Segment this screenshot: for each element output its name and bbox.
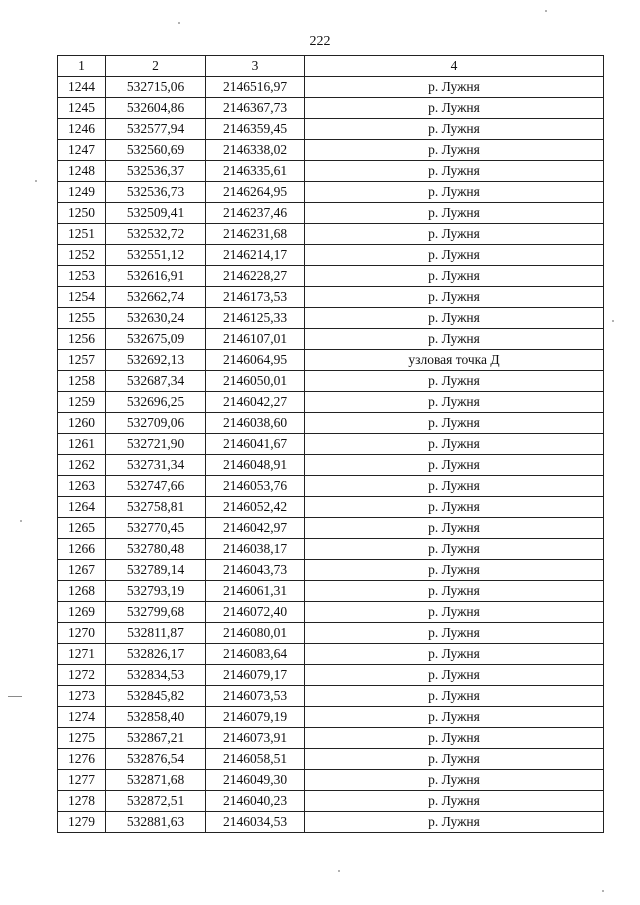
description-cell: р. Лужня [305, 728, 604, 749]
y-coordinate-cell: 2146048,91 [206, 455, 305, 476]
description-cell: р. Лужня [305, 602, 604, 623]
table-row [58, 413, 604, 434]
y-coordinate-cell: 2146231,68 [206, 224, 305, 245]
y-coordinate-cell: 2146041,67 [206, 434, 305, 455]
x-coordinate-cell: 532662,74 [106, 287, 206, 308]
description-cell: р. Лужня [305, 161, 604, 182]
x-coordinate-cell: 532532,72 [106, 224, 206, 245]
point-number-cell: 1268 [58, 581, 106, 602]
x-coordinate-cell: 532793,19 [106, 581, 206, 602]
scan-speck [338, 870, 340, 872]
description-cell: р. Лужня [305, 455, 604, 476]
point-number-cell: 1255 [58, 308, 106, 329]
description-cell: р. Лужня [305, 497, 604, 518]
y-coordinate-cell: 2146049,30 [206, 770, 305, 791]
x-coordinate-cell: 532731,34 [106, 455, 206, 476]
scan-speck [20, 520, 22, 522]
point-number-cell: 1248 [58, 161, 106, 182]
description-cell: р. Лужня [305, 581, 604, 602]
table-row [58, 329, 604, 350]
point-number-cell: 1253 [58, 266, 106, 287]
table-row [58, 98, 604, 119]
table-row [58, 560, 604, 581]
table-row [58, 749, 604, 770]
y-coordinate-cell: 2146079,17 [206, 665, 305, 686]
y-coordinate-cell: 2146367,73 [206, 98, 305, 119]
description-cell: р. Лужня [305, 665, 604, 686]
scan-speck [35, 180, 37, 182]
table-row [58, 350, 604, 371]
x-coordinate-cell: 532604,86 [106, 98, 206, 119]
table-row [58, 686, 604, 707]
y-coordinate-cell: 2146072,40 [206, 602, 305, 623]
table-row [58, 665, 604, 686]
x-coordinate-cell: 532789,14 [106, 560, 206, 581]
y-coordinate-cell: 2146053,76 [206, 476, 305, 497]
y-coordinate-cell: 2146038,17 [206, 539, 305, 560]
table-row [58, 812, 604, 833]
description-cell: р. Лужня [305, 371, 604, 392]
x-coordinate-cell: 532758,81 [106, 497, 206, 518]
y-coordinate-cell: 2146073,53 [206, 686, 305, 707]
table-row [58, 161, 604, 182]
x-coordinate-cell: 532687,34 [106, 371, 206, 392]
point-number-cell: 1263 [58, 476, 106, 497]
description-cell: р. Лужня [305, 623, 604, 644]
y-coordinate-cell: 2146050,01 [206, 371, 305, 392]
table-row [58, 497, 604, 518]
description-cell: узловая точка Д [305, 350, 604, 371]
table-row [58, 644, 604, 665]
y-coordinate-cell: 2146107,01 [206, 329, 305, 350]
table-row [58, 287, 604, 308]
x-coordinate-cell: 532747,66 [106, 476, 206, 497]
table-row [58, 140, 604, 161]
x-coordinate-cell: 532577,94 [106, 119, 206, 140]
point-number-cell: 1257 [58, 350, 106, 371]
y-coordinate-cell: 2146335,61 [206, 161, 305, 182]
x-coordinate-cell: 532715,06 [106, 77, 206, 98]
table-row [58, 434, 604, 455]
y-coordinate-cell: 2146173,53 [206, 287, 305, 308]
y-coordinate-cell: 2146338,02 [206, 140, 305, 161]
x-coordinate-cell: 532826,17 [106, 644, 206, 665]
description-cell: р. Лужня [305, 812, 604, 833]
y-coordinate-cell: 2146083,64 [206, 644, 305, 665]
point-number-cell: 1258 [58, 371, 106, 392]
table-row [58, 539, 604, 560]
coordinates-table [57, 55, 604, 833]
point-number-cell: 1275 [58, 728, 106, 749]
point-number-cell: 1259 [58, 392, 106, 413]
table-row [58, 77, 604, 98]
point-number-cell: 1267 [58, 560, 106, 581]
table-row [58, 371, 604, 392]
point-number-cell: 1245 [58, 98, 106, 119]
description-cell: р. Лужня [305, 224, 604, 245]
x-coordinate-cell: 532811,87 [106, 623, 206, 644]
header-col-4: 4 [305, 56, 604, 77]
y-coordinate-cell: 2146080,01 [206, 623, 305, 644]
table-row [58, 119, 604, 140]
point-number-cell: 1247 [58, 140, 106, 161]
header-col-2: 2 [106, 56, 206, 77]
description-cell: р. Лужня [305, 644, 604, 665]
table-row [58, 455, 604, 476]
x-coordinate-cell: 532560,69 [106, 140, 206, 161]
point-number-cell: 1252 [58, 245, 106, 266]
point-number-cell: 1266 [58, 539, 106, 560]
point-number-cell: 1249 [58, 182, 106, 203]
table-row [58, 308, 604, 329]
y-coordinate-cell: 2146034,53 [206, 812, 305, 833]
description-cell: р. Лужня [305, 287, 604, 308]
table-row [58, 602, 604, 623]
point-number-cell: 1271 [58, 644, 106, 665]
y-coordinate-cell: 2146228,27 [206, 266, 305, 287]
x-coordinate-cell: 532616,91 [106, 266, 206, 287]
description-cell: р. Лужня [305, 77, 604, 98]
table-row [58, 770, 604, 791]
point-number-cell: 1261 [58, 434, 106, 455]
description-cell: р. Лужня [305, 791, 604, 812]
table-row [58, 518, 604, 539]
description-cell: р. Лужня [305, 266, 604, 287]
table-row [58, 707, 604, 728]
y-coordinate-cell: 2146516,97 [206, 77, 305, 98]
x-coordinate-cell: 532536,37 [106, 161, 206, 182]
point-number-cell: 1269 [58, 602, 106, 623]
table-row [58, 245, 604, 266]
table-row [58, 182, 604, 203]
table-row [58, 728, 604, 749]
point-number-cell: 1262 [58, 455, 106, 476]
point-number-cell: 1274 [58, 707, 106, 728]
y-coordinate-cell: 2146061,31 [206, 581, 305, 602]
table-row [58, 791, 604, 812]
x-coordinate-cell: 532675,09 [106, 329, 206, 350]
table-body [58, 77, 604, 833]
point-number-cell: 1270 [58, 623, 106, 644]
point-number-cell: 1279 [58, 812, 106, 833]
y-coordinate-cell: 2146237,46 [206, 203, 305, 224]
table-header-row [58, 56, 604, 77]
table-row [58, 476, 604, 497]
scan-speck [545, 10, 547, 12]
y-coordinate-cell: 2146042,27 [206, 392, 305, 413]
point-number-cell: 1272 [58, 665, 106, 686]
x-coordinate-cell: 532799,68 [106, 602, 206, 623]
table-row [58, 203, 604, 224]
scan-edge-mark [8, 696, 22, 697]
description-cell: р. Лужня [305, 476, 604, 497]
description-cell: р. Лужня [305, 434, 604, 455]
description-cell: р. Лужня [305, 203, 604, 224]
header-col-3: 3 [206, 56, 305, 77]
x-coordinate-cell: 532770,45 [106, 518, 206, 539]
x-coordinate-cell: 532721,90 [106, 434, 206, 455]
description-cell: р. Лужня [305, 539, 604, 560]
point-number-cell: 1260 [58, 413, 106, 434]
y-coordinate-cell: 2146359,45 [206, 119, 305, 140]
description-cell: р. Лужня [305, 392, 604, 413]
point-number-cell: 1273 [58, 686, 106, 707]
y-coordinate-cell: 2146058,51 [206, 749, 305, 770]
header-col-1: 1 [58, 56, 106, 77]
x-coordinate-cell: 532692,13 [106, 350, 206, 371]
point-number-cell: 1276 [58, 749, 106, 770]
description-cell: р. Лужня [305, 308, 604, 329]
description-cell: р. Лужня [305, 119, 604, 140]
table-row [58, 224, 604, 245]
description-cell: р. Лужня [305, 707, 604, 728]
x-coordinate-cell: 532858,40 [106, 707, 206, 728]
y-coordinate-cell: 2146073,91 [206, 728, 305, 749]
y-coordinate-cell: 2146214,17 [206, 245, 305, 266]
x-coordinate-cell: 532630,24 [106, 308, 206, 329]
description-cell: р. Лужня [305, 98, 604, 119]
scan-speck [178, 22, 180, 24]
scan-speck [612, 320, 614, 322]
description-cell: р. Лужня [305, 140, 604, 161]
x-coordinate-cell: 532709,06 [106, 413, 206, 434]
table-row [58, 623, 604, 644]
x-coordinate-cell: 532780,48 [106, 539, 206, 560]
y-coordinate-cell: 2146052,42 [206, 497, 305, 518]
point-number-cell: 1250 [58, 203, 106, 224]
x-coordinate-cell: 532876,54 [106, 749, 206, 770]
point-number-cell: 1254 [58, 287, 106, 308]
description-cell: р. Лужня [305, 182, 604, 203]
x-coordinate-cell: 532551,12 [106, 245, 206, 266]
point-number-cell: 1256 [58, 329, 106, 350]
y-coordinate-cell: 2146038,60 [206, 413, 305, 434]
description-cell: р. Лужня [305, 245, 604, 266]
x-coordinate-cell: 532845,82 [106, 686, 206, 707]
y-coordinate-cell: 2146042,97 [206, 518, 305, 539]
point-number-cell: 1264 [58, 497, 106, 518]
description-cell: р. Лужня [305, 518, 604, 539]
x-coordinate-cell: 532696,25 [106, 392, 206, 413]
point-number-cell: 1278 [58, 791, 106, 812]
y-coordinate-cell: 2146043,73 [206, 560, 305, 581]
page-number: 222 [309, 34, 331, 49]
point-number-cell: 1265 [58, 518, 106, 539]
x-coordinate-cell: 532871,68 [106, 770, 206, 791]
x-coordinate-cell: 532872,51 [106, 791, 206, 812]
point-number-cell: 1277 [58, 770, 106, 791]
x-coordinate-cell: 532834,53 [106, 665, 206, 686]
y-coordinate-cell: 2146264,95 [206, 182, 305, 203]
point-number-cell: 1246 [58, 119, 106, 140]
point-number-cell: 1251 [58, 224, 106, 245]
table-row [58, 392, 604, 413]
x-coordinate-cell: 532536,73 [106, 182, 206, 203]
y-coordinate-cell: 2146125,33 [206, 308, 305, 329]
description-cell: р. Лужня [305, 686, 604, 707]
y-coordinate-cell: 2146064,95 [206, 350, 305, 371]
x-coordinate-cell: 532867,21 [106, 728, 206, 749]
description-cell: р. Лужня [305, 770, 604, 791]
description-cell: р. Лужня [305, 329, 604, 350]
table-row [58, 581, 604, 602]
description-cell: р. Лужня [305, 560, 604, 581]
y-coordinate-cell: 2146079,19 [206, 707, 305, 728]
scan-speck [602, 890, 604, 892]
description-cell: р. Лужня [305, 413, 604, 434]
x-coordinate-cell: 532509,41 [106, 203, 206, 224]
table-row [58, 266, 604, 287]
x-coordinate-cell: 532881,63 [106, 812, 206, 833]
y-coordinate-cell: 2146040,23 [206, 791, 305, 812]
point-number-cell: 1244 [58, 77, 106, 98]
description-cell: р. Лужня [305, 749, 604, 770]
